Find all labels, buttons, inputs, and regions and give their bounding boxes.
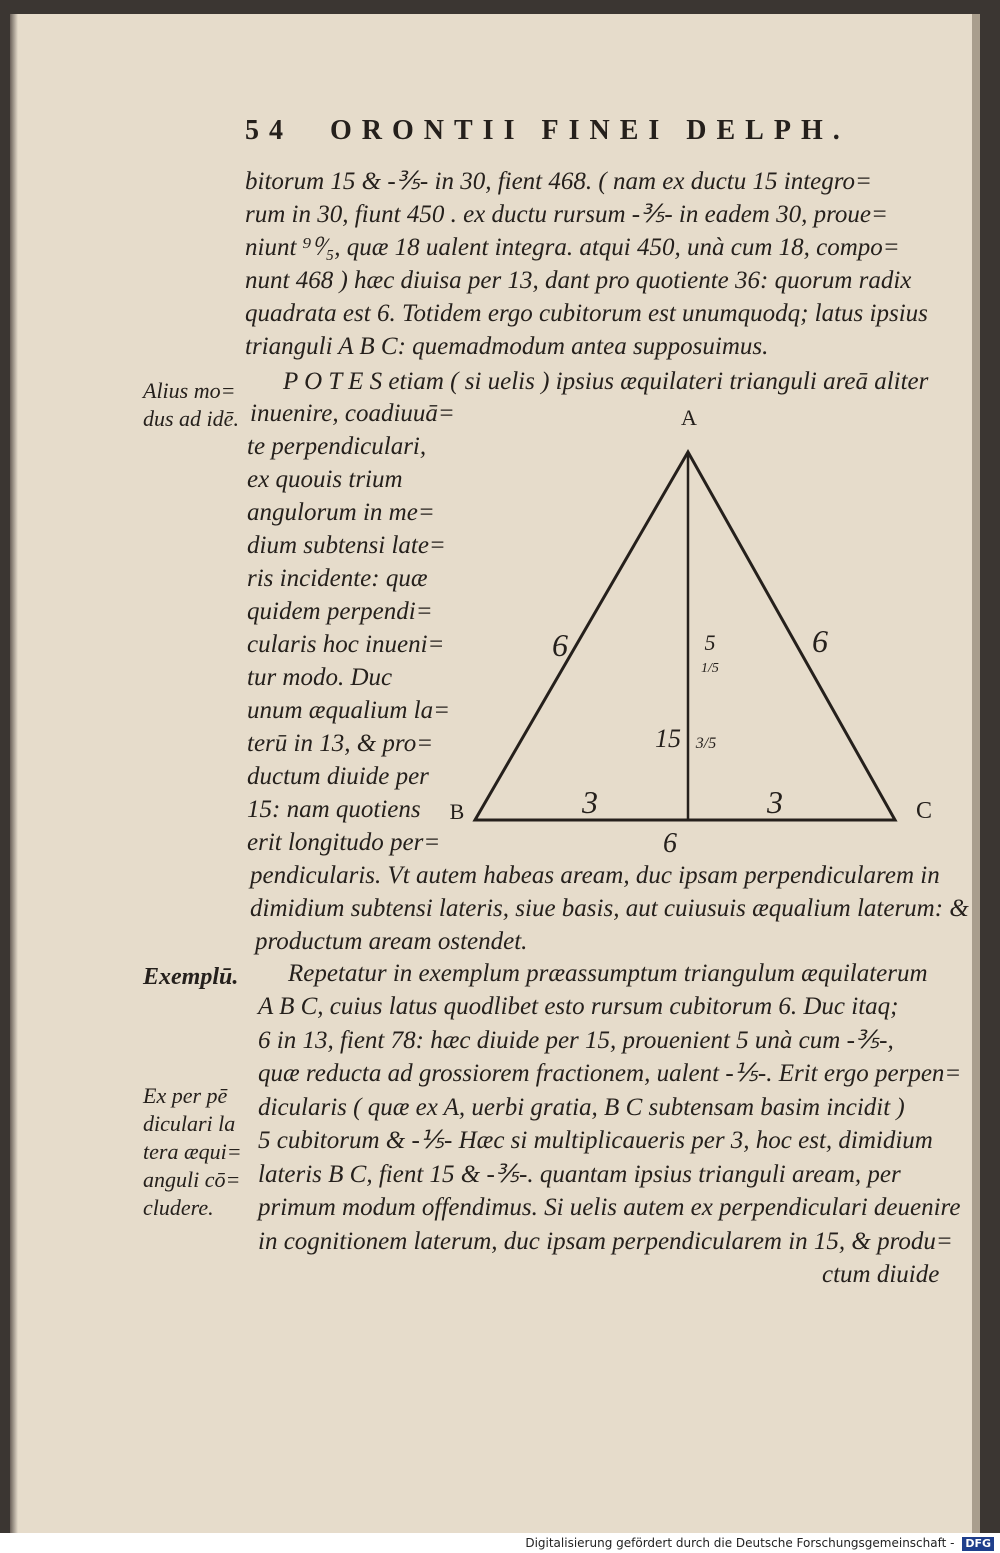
text-line: nunt 468 ) hæc diuisa per 13, dant pro quotiente 36: quorum radix (245, 267, 912, 294)
dfg-logo: DFG (962, 1537, 994, 1551)
text-line: bitorum 15 & -⅗- in 30, fient 468. ( nam ex ductu 15 integro= (245, 168, 872, 195)
text-line: quadrata est 6. Totidem ergo cubitorum est unumquodq; latus ipsius (245, 300, 928, 327)
height-label: 5 (704, 630, 716, 655)
vertex-label-c: C (915, 798, 933, 824)
column-line: cularis hoc inueni= (247, 631, 445, 658)
page-number: 54 (245, 115, 293, 146)
triangle-figure (440, 400, 960, 860)
footer-credit: Digitalisierung gefördert durch die Deutsche Forschungsgemeinschaft - (525, 1536, 955, 1550)
text-line: rum in 30, fiunt 450 . ex ductu rursum -⅗- in eadem 30, proue= (245, 201, 888, 228)
margin-note-exemplum: Exemplū. (143, 964, 239, 990)
margin-note-perpendicular: Ex per pē diculari la tera æqui= anguli cō= cludere. (143, 1083, 242, 1220)
example-line: primum modum offendimus. Si uelis autem ex perpendiculari deuenire (258, 1194, 961, 1221)
example-line: in cognitionem laterum, duc ipsam perpendicularem in 15, & produ= (258, 1228, 953, 1255)
example-line: Repetatur in exemplum præassumptum triangulum æquilaterum (288, 960, 928, 987)
example-line: dicularis ( quæ ex A, uerbi gratia, B C subtensam basim incidit ) (258, 1094, 905, 1121)
column-line: angulorum in me= (247, 499, 435, 526)
text-line-potes: P O T E S etiam ( si uelis ) ipsius æquilateri trianguli areā aliter (283, 368, 929, 395)
side-label-right: 6 (812, 623, 828, 659)
area-fraction-label: 3/5 (695, 735, 717, 752)
half-base-left: 3 (582, 784, 598, 820)
catchword: ctum diuide (822, 1261, 940, 1288)
vertex-label-a: A (681, 405, 697, 430)
half-base-right: 3 (767, 784, 783, 820)
side-label-left: 6 (552, 627, 568, 663)
column-line: inuenire, coadiuuā= (250, 400, 455, 427)
example-line: lateris B C, fient 15 & -⅗-. quantam ipsius trianguli aream, per (258, 1161, 901, 1188)
text-line: trianguli A B C: quemadmodum antea supposuimus. (245, 333, 769, 360)
example-line: quæ reducta ad grossiorem fractionem, ualent -⅕-. Erit ergo perpen= (258, 1060, 962, 1087)
column-line: ductum diuide per (247, 763, 429, 790)
column-line: ex quouis trium (247, 466, 403, 493)
column-line: ris incidente: quæ (247, 565, 428, 592)
column-line: te perpendiculari, (247, 433, 427, 460)
column-line: unum æqualium la= (247, 697, 450, 724)
running-title: ORONTII FINEI DELPH. (330, 115, 850, 146)
area-whole-label: 15 (655, 724, 681, 753)
footer-bar (0, 1533, 1000, 1553)
column-line: tur modo. Duc (247, 664, 393, 691)
column-line: dium subtensi late= (247, 532, 446, 559)
example-line: 6 in 13, fient 78: hæc diuide per 15, prouenient 5 unà cum -⅗-, (258, 1027, 894, 1054)
vertex-label-b: B (449, 799, 465, 824)
text-line: dimidium subtensi lateris, siue basis, aut cuiusuis æqualium laterum: & (250, 895, 969, 922)
base-label: 6 (663, 828, 677, 859)
column-line: erit longitudo per= (247, 829, 441, 856)
column-line: quidem perpendi= (247, 598, 433, 625)
text-line: pendicularis. Vt autem habeas aream, duc ipsam perpendicularem in (250, 862, 940, 889)
height-fraction: 1/5 (701, 661, 719, 676)
example-line: 5 cubitorum & -⅕- Hæc si multiplicaueris per 3, hoc est, dimidium (258, 1127, 933, 1154)
text-line: niunt ⁹⁰⁄₅, quæ 18 ualent integra. atqui 450, unà cum 18, compo= (245, 234, 900, 261)
triangle-outline (475, 452, 895, 820)
column-line: 15: nam quotiens (247, 796, 421, 823)
column-line: terū in 13, & pro= (247, 730, 434, 757)
text-line: productum aream ostendet. (255, 928, 528, 955)
example-line: A B C, cuius latus quodlibet esto rursum cubitorum 6. Duc itaq; (258, 993, 899, 1020)
margin-note-alius: Alius mo= dus ad idē. (143, 378, 239, 431)
